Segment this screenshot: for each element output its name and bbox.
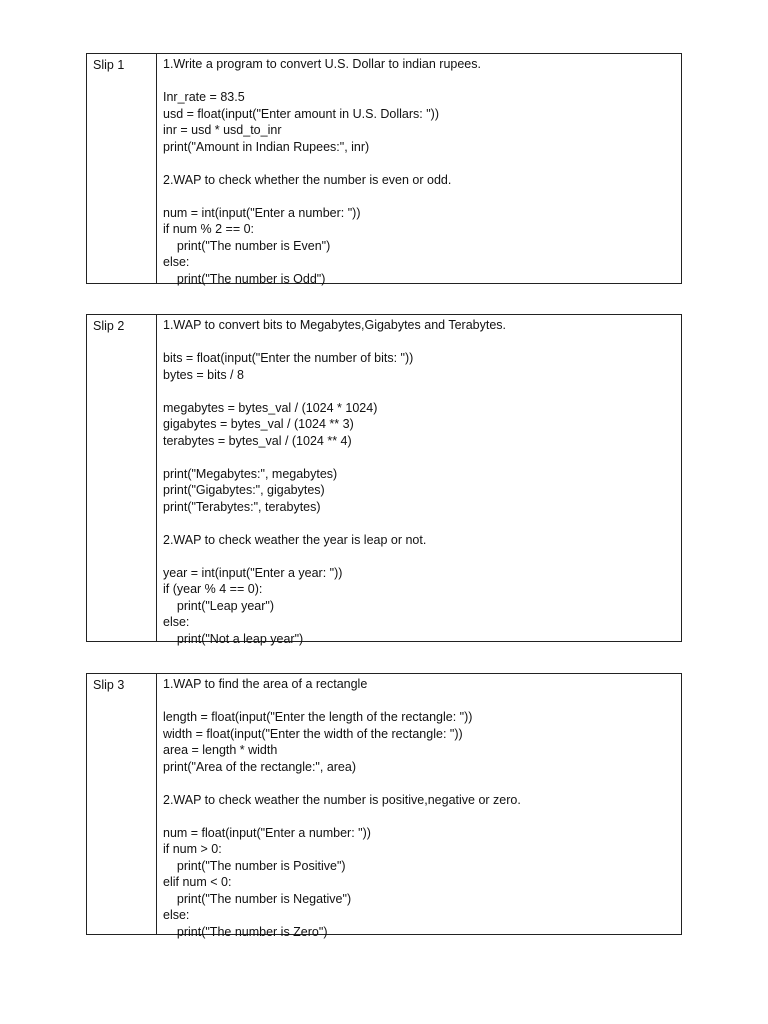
code-line: 2.WAP to check whether the number is even or odd.: [163, 172, 452, 187]
code-line: print("Gigabytes:", gigabytes): [163, 483, 325, 497]
code-line: usd = float(input("Enter amount in U.S. Dollars: ")): [163, 106, 440, 121]
code-line: print("The number is Positive"): [163, 858, 346, 873]
code-line: terabytes = bytes_val / (1024 ** 4): [163, 433, 352, 448]
code-line: print("Area of the rectangle:", area): [163, 759, 356, 774]
code-line: 1.Write a program to convert U.S. Dollar to indian rupees.: [163, 57, 481, 71]
slip-table-1: [86, 53, 682, 284]
code-line: gigabytes = bytes_val / (1024 ** 3): [163, 417, 354, 431]
code-line: bits = float(input("Enter the number of bits: ")): [163, 351, 414, 365]
blank-line: [163, 155, 681, 172]
code-line: print("The number is Negative"): [163, 891, 352, 906]
slip-content: [157, 54, 681, 286]
blank-line: [163, 808, 681, 825]
code-line: else:: [163, 908, 190, 922]
blank-line: [163, 334, 681, 351]
code-line: bytes = bits / 8: [163, 367, 244, 382]
code-line: year = int(input("Enter a year: ")): [163, 565, 343, 580]
blank-line: [163, 73, 681, 90]
code-line: if (year % 4 == 0):: [163, 582, 263, 596]
slip-label: Slip 1: [87, 54, 157, 283]
code-line: width = float(input("Enter the width of the rectangle: ")): [163, 726, 463, 741]
blank-line: [163, 383, 681, 400]
code-line: print("Terabytes:", terabytes): [163, 499, 321, 514]
slip-content: [157, 315, 681, 646]
code-line: if num > 0:: [163, 842, 222, 856]
code-line: 1.WAP to find the area of a rectangle: [163, 677, 368, 691]
blank-line: [163, 693, 681, 710]
code-line: 1.WAP to convert bits to Megabytes,Gigabytes and Terabytes.: [163, 318, 507, 332]
code-line: elif num < 0:: [163, 875, 232, 889]
code-line: print("Not a leap year"): [163, 631, 304, 646]
code-line: 2.WAP to check weather the year is leap or not.: [163, 532, 427, 547]
code-line: 2.WAP to check weather the number is positive,negative or zero.: [163, 792, 521, 807]
code-line: else:: [163, 255, 190, 269]
code-line: Inr_rate = 83.5: [163, 90, 245, 104]
blank-line: [163, 449, 681, 466]
code-line: print("The number is Even"): [163, 238, 331, 253]
code-line: area = length * width: [163, 743, 278, 757]
slip-table-2: [86, 314, 682, 646]
slip-table-3: [86, 673, 682, 939]
slip-content: [157, 674, 681, 939]
code-line: inr = usd * usd_to_inr: [163, 123, 282, 137]
code-line: print("Megabytes:", megabytes): [163, 466, 338, 481]
code-line: print("The number is Zero"): [163, 924, 328, 939]
code-line: num = int(input("Enter a number: ")): [163, 205, 361, 220]
code-line: num = float(input("Enter a number: ")): [163, 825, 371, 840]
code-line: megabytes = bytes_val / (1024 * 1024): [163, 400, 378, 415]
code-line: if num % 2 == 0:: [163, 222, 255, 236]
code-line: print("Leap year"): [163, 598, 275, 613]
blank-line: [163, 548, 681, 565]
code-line: print("Amount in Indian Rupees:", inr): [163, 139, 370, 154]
code-line: print("The number is Odd"): [163, 271, 326, 286]
blank-line: [163, 188, 681, 205]
slip-label: Slip 2: [87, 315, 157, 641]
code-line: else:: [163, 615, 190, 629]
blank-line: [163, 515, 681, 532]
blank-line: [163, 775, 681, 792]
slip-label: Slip 3: [87, 674, 157, 934]
code-line: length = float(input("Enter the length of the rectangle: ")): [163, 710, 473, 724]
